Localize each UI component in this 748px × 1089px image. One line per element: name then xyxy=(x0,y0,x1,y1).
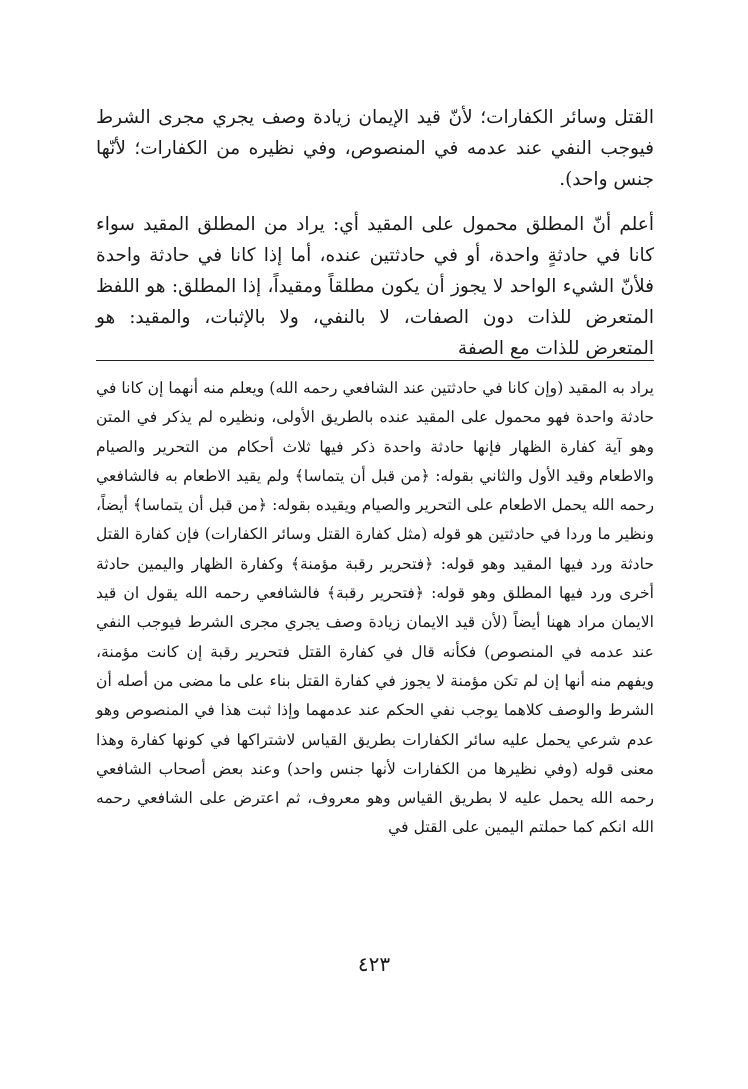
footnote-paragraph: يراد به المقيد (وإن كانا في حادثتين عند الشافعي رحمه الله) ويعلم منه أنهما إن كانا في حادثة واحدة فهو محمول على المقيد عنده بالطريق الأولى، ونظيره لم يذكر في المتن وهو آية كفارة الظهار فإنها حادثة واحدة ذكر فيها ثلاث أحكام من التحرير والصيام والاطعام وقيد الأول والثاني بقوله: ﴿من قبل أن يتماسا﴾ ولم يقيد الاطعام به فالشافعي رحمه الله يحمل الاطعام على التحرير والصيام ويقيده بقوله: ﴿من قبل أن يتماسا﴾ أيضاً، ونظير ما وردا في حادثتين هو قوله (مثل كفارة القتل وسائر الكفارات) فإن كفارة القتل حادثة ورد فيها المقيد وهو قوله: ﴿فتحرير رقبة مؤمنة﴾ وكفارة الظهار واليمين حادثة أخرى ورد فيها المطلق وهو قوله: ﴿فتحرير رقبة﴾ فالشافعي رحمه الله يقول ان قيد الايمان مراد ههنا أيضاً (لأن قيد الايمان زيادة وصف يجري مجرى الشرط فيوجب النفي عند عدمه في المنصوص) فكأنه قال في كفارة القتل فتحرير رقبة إن كانت مؤمنة، ويفهم منه أنها إن لم تكن مؤمنة لا يجوز في كفارة القتل بناء على ما مضى من أصله أن الشرط والوصف كلاهما يوجب نفي الحكم عند عدمهما وإذا ثبت هذا في المنصوص وهو عدم شرعي يحمل عليه سائر الكفارات بطريق القياس لاشتراكها في كونها كفارة وهذا معنى قوله (وفي نظيرها من الكفارات لأنها جنس واحد) وعند بعض أصحاب الشافعي رحمه الله يحمل عليه لا بطريق القياس وهو معروف، ثم اعترض على الشافعي رحمه الله انكم كما حملتم اليمين على القتل في xyxy=(96,379,654,837)
page-number: ٤٢٣ xyxy=(357,952,391,976)
footnote xyxy=(96,374,654,843)
footnote-divider xyxy=(96,360,654,361)
main-paragraph-2: أعلم أنّ المطلق محمول على المقيد أي: يراد من المطلق المقيد سواء كانا في حادثةٍ واحدة، أو في حادثتين عنده، أما إذا كانا في حادثة واحدة فلأنّ الشيء الواحد لا يجوز أن يكون مطلقاً ومقيداً، إذا المطلق: هو اللفظ المتعرض للذات دون الصفات، لا بالنفي، ولا بالإثبات، والمقيد: هو المتعرض للذات مع الصفة xyxy=(96,214,654,359)
main-paragraph-1: القتل وسائر الكفارات؛ لأنّ قيد الإيمان زيادة وصف يجري مجرى الشرط فيوجب النفي عند عدمه في المنصوص، وفي نظيره من الكفارات؛ لأنّها جنس واحد). xyxy=(96,107,654,190)
main-text xyxy=(96,102,654,364)
